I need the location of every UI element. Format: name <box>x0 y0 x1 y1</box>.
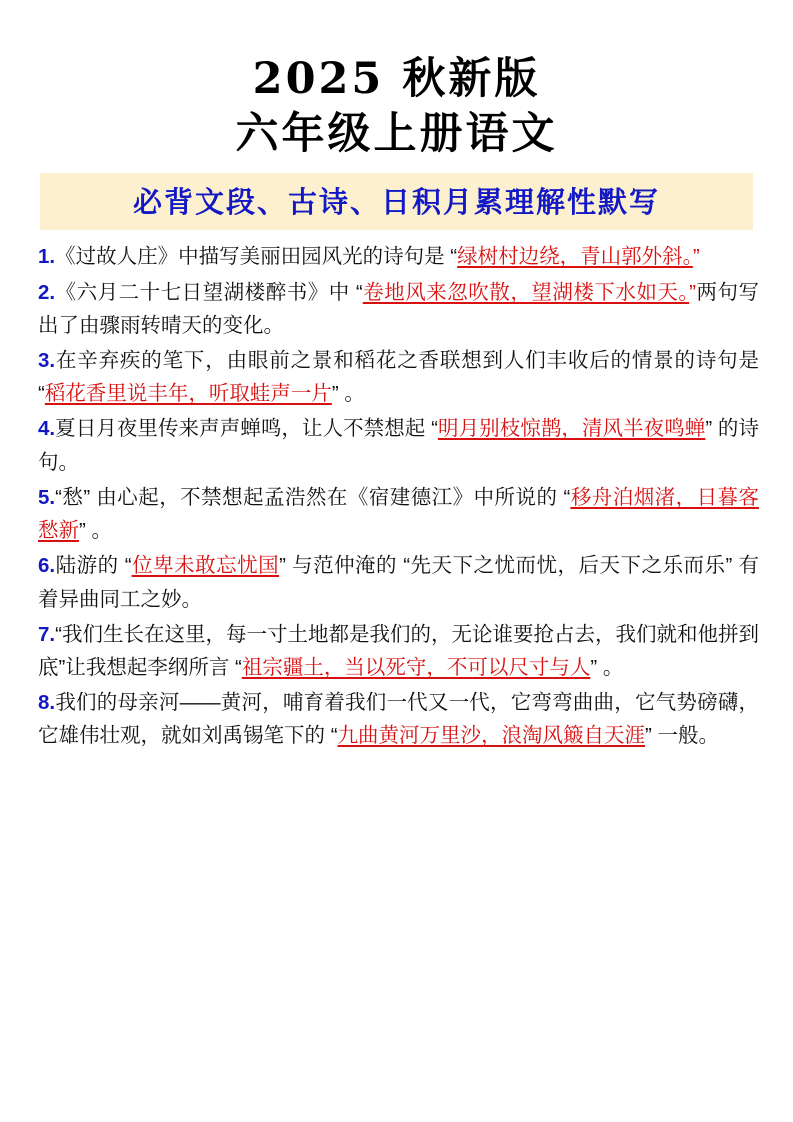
question-text: 陆游的 “ <box>55 554 132 578</box>
question-number: 8. <box>38 691 56 715</box>
question-item <box>38 686 759 752</box>
question-number: 6. <box>38 554 56 578</box>
question-number: 1. <box>38 245 56 269</box>
answer-text: 稻花香里说丰年，听取蛙声一片 <box>44 382 332 406</box>
question-text: ” <box>689 280 696 304</box>
question-text: ” 的诗句。 <box>38 417 759 474</box>
answer-text: 移舟泊烟渚，日暮客愁新 <box>38 485 760 543</box>
question-item <box>38 344 759 410</box>
question-text: ” 。 <box>331 382 365 406</box>
question-list <box>26 240 767 752</box>
question-text: ” 。 <box>79 519 113 543</box>
question-item <box>38 618 759 684</box>
title-block <box>26 54 767 159</box>
question-text: 两句写出了由骤雨转晴天的变化。 <box>38 280 760 337</box>
question-item <box>38 412 759 478</box>
question-number: 5. <box>38 485 56 509</box>
question-text: ” <box>692 245 700 269</box>
answer-text: 明月别枝惊鹊，清风半夜鸣蝉 <box>437 417 706 441</box>
question-text: ” 。 <box>590 655 624 679</box>
section-banner-label: 必背文段、古诗、日积月累理解性默写 <box>132 185 660 220</box>
question-number: 4. <box>38 417 56 441</box>
answer-text: 九曲黄河万里沙，浪淘风簸自天涯 <box>337 724 646 748</box>
question-text: 夏日月夜里传来声声蝉鸣，让人不禁想起 “ <box>55 417 438 441</box>
page-title-line-2: 六年级上册语文 <box>235 108 558 159</box>
question-text: “我们生长在这里，每一寸土地都是我们的，无论谁要抢占去，我们就和他拼到底”让我想起李纲所言 “ <box>38 622 759 679</box>
question-text: “愁” 由心起，不禁想起孟浩然在《宿建德江》中所说的 “ <box>55 485 571 509</box>
question-text: ” 与范仲淹的 “先天下之忧而忧，后天下之乐而乐” 有着异曲同工之妙。 <box>38 554 759 611</box>
question-text: ” 一般。 <box>645 724 720 748</box>
question-number: 2. <box>38 280 56 304</box>
question-text: 《六月二十七日望湖楼醉书》中 “ <box>55 280 363 304</box>
answer-text: 位卑未敢忘忧国 <box>131 554 280 578</box>
question-number: 3. <box>38 349 56 373</box>
answer-text: 绿树村边绕，青山郭外斜。 <box>457 245 693 269</box>
question-item <box>38 481 759 547</box>
question-item <box>38 276 759 342</box>
question-text: 我们的母亲河——黄河，哺育着我们一代又一代，它弯弯曲曲，它气势磅礴，它雄伟壮观，就如刘禹锡笔下的 “ <box>38 691 759 748</box>
answer-text: 祖宗疆土，当以死守，不可以尺寸与人 <box>241 655 591 679</box>
question-number: 7. <box>38 622 56 646</box>
question-text: 在辛弃疾的笔下，由眼前之景和稻花之香联想到人们丰收后的情景的诗句是 “ <box>38 349 759 406</box>
page-title-line-1: 2025 秋新版 <box>252 54 541 104</box>
question-item <box>38 549 759 615</box>
question-item <box>38 240 759 273</box>
question-text: 《过故人庄》中描写美丽田园风光的诗句是 “ <box>55 245 458 269</box>
answer-text: 卷地风来忽吹散，望湖楼下水如天。 <box>362 280 690 304</box>
section-banner <box>40 173 753 230</box>
